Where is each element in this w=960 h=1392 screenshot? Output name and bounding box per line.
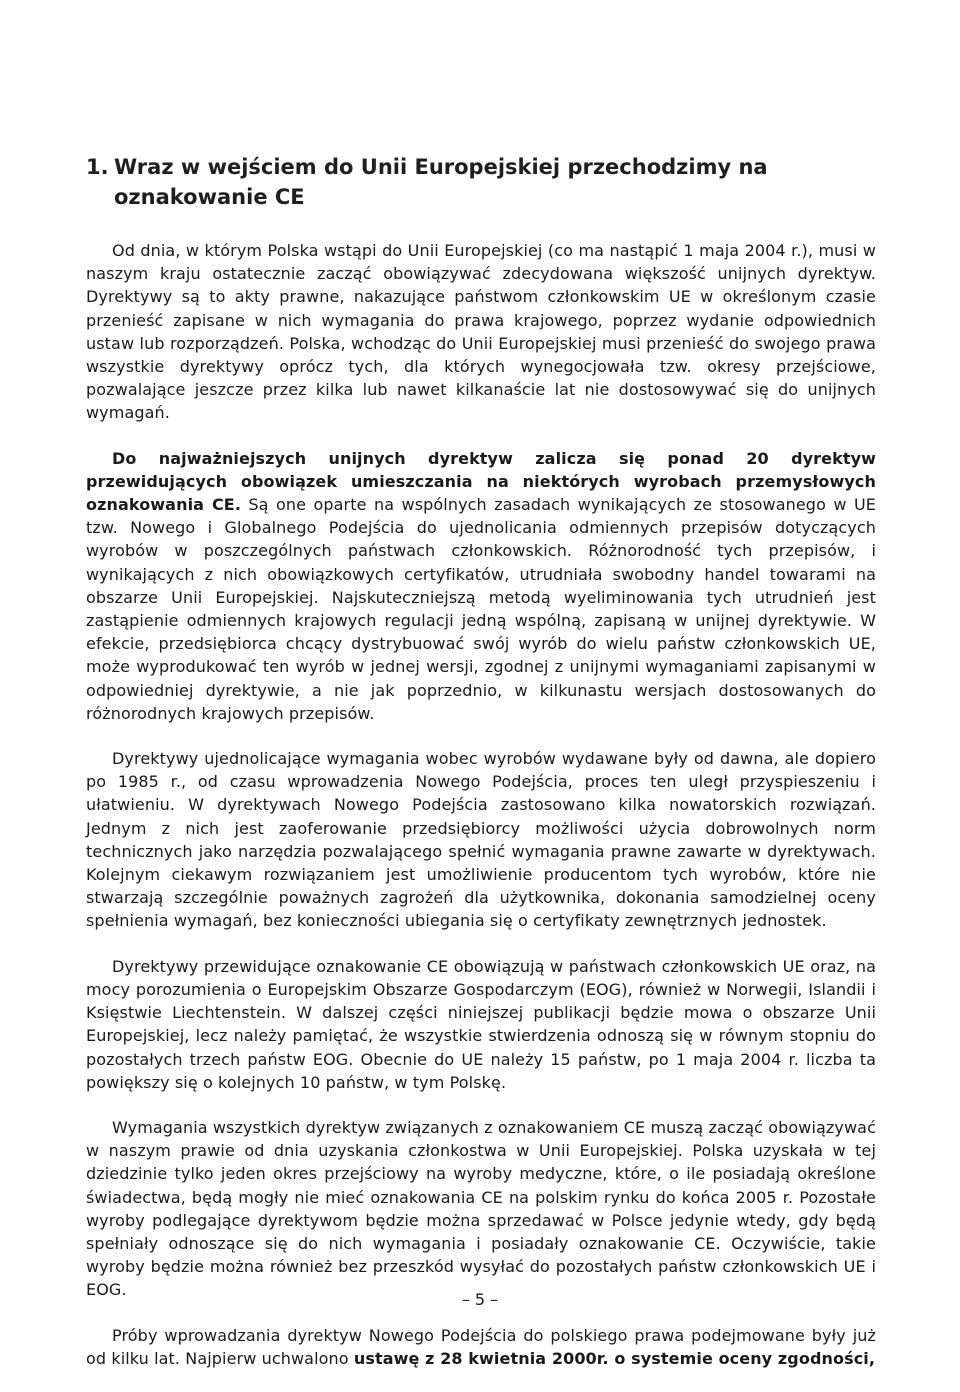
section-heading <box>86 152 846 212</box>
section-title: Wraz w wejściem do Unii Europejskiej przechodzimy na oznakowanie CE <box>114 155 768 209</box>
page-number: – 5 – <box>461 1290 499 1309</box>
text-segment: Wymagania wszystkich dyrektyw związanych z oznakowaniem CE muszą zacząć obowiązywać w naszym prawie od dnia uzyskania członkostwa w Unii Europejskiej. Polska uzyskała w tej dziedzinie tylko jeden okres przejściowy na wyroby medyczne, które, o ile posiadają określone świadectwa, będą mogły nie mieć oznakowania CE na polskim rynku do końca 2005 r. Pozostałe wyroby podlegające dyrektywom będzie można sprzedawać w Polsce jedynie wtedy, gdy będą spełniały odnoszące się do nich wymagania i posiadały oznakowanie CE. Oczywiście, takie wyroby będzie można również bez przeszkód wysyłać do pozostałych państw członkowskich UE i EOG. <box>86 1117 876 1300</box>
paragraph <box>86 447 876 725</box>
section-number: 1. <box>86 155 109 179</box>
text-segment: Są one oparte na wspólnych zasadach wynikających ze stosowanego w UE tzw. Nowego i Globalnego Podejścia do ujednolicania odmiennych przepisów dotyczących wyrobów w poszczególnych państwach członkowskich. Różnorodność tych przepisów, i wynikających z nich obowiązkowych certyfikatów, utrudniała swobodny handel towarami na obszarze Unii Europejskiej. Najskuteczniejszą metodą wyeliminowania tych utrudnień jest zastąpienie odmiennych krajowych regulacji jedną wspólną, zapisaną w unijnej dyrektywie. W efekcie, przedsiębiorca chcący dystrybuować swój wyrób do wielu państw członkowskich UE, może wyprodukować ten wyrób w jednej wersji, zgodnej z unijnymi wymaganiami zapisanymi w odpowiedniej dyrektywie, a nie jak poprzednio, w kilkunastu wersjach dostosowanych do różnorodnych krajowych przepisów. <box>86 495 876 723</box>
text-segment: Dyrektywy przewidujące oznakowanie CE obowiązują w państwach członkowskich UE oraz, na mocy porozumienia o Europejskim Obszarze Gospodarczym (EOG), również w Norwegii, Islandii i Księstwie Liechtenstein. W dalszej części niniejszej publikacji będzie mowa o obszarze Unii Europejskiej, lecz należy pamiętać, że wszystkie stwierdzenia odnoszą się w równym stopniu do pozostałych trzech państw EOG. Obecnie do UE należy 15 państw, po 1 maja 2004 r. liczba ta powiększy się o kolejnych 10 państw, w tym Polskę. <box>86 956 876 1092</box>
paragraph <box>86 747 876 933</box>
text-segment: Od dnia, w którym Polska wstąpi do Unii Europejskiej (co ma nastąpić 1 maja 2004 r.), musi w naszym kraju ostatecznie zacząć obowiązywać zdecydowana większość unijnych dyrektyw. Dyrektywy są to akty prawne, nakazujące państwom członkowskim UE w określonym czasie przenieść zapisane w nich wymagania do prawa krajowego, poprzez wydanie odpowiednich ustaw lub rozporządzeń. Polska, wchodząc do Unii Europejskiej musi przenieść do swojego prawa wszystkie dyrektywy oprócz tych, dla których wynegocjowała tzw. okresy przejściowe, pozwalające jeszcze przez kilka lub nawet kilkanaście lat nie dostosowywać się do unijnych wymagań. <box>86 241 876 423</box>
bold-text-segment: ustawę z 28 kwietnia 2000r. o systemie oceny zgodności, <box>353 1348 876 1368</box>
paragraph <box>86 1116 876 1302</box>
paragraph <box>86 239 876 425</box>
paragraph <box>86 1324 876 1370</box>
paragraph <box>86 955 876 1094</box>
body-text <box>86 239 876 1392</box>
text-segment: Próby wprowadzania dyrektyw Nowego Podejścia do polskiego prawa podejmowane były już od kilku lat. Najpierw uchwalono <box>86 1325 876 1368</box>
text-segment: Dyrektywy ujednolicające wymagania wobec wyrobów wydawane były od dawna, ale dopiero po 1985 r., od czasu wprowadzenia Nowego Podejścia, proces ten uległ przyspieszeniu i ułatwieniu. W dyrektywach Nowego Podejścia zastosowano kilka nowatorskich rozwiązań. Jednym z nich jest zaoferowanie przedsiębiorcy możliwości użycia dobrowolnych norm technicznych jako narzędzia pozwalającego spełnić wymagania prawne zawarte w dyrektywach. Kolejnym ciekawym rozwiązaniem jest umożliwienie producentom tych wyrobów, które nie stwarzają szczególnie poważnych zagrożeń dla użytkownika, dokonania samodzielnej oceny spełnienia wymagań, bez konieczności ubiegania się o certyfikaty zewnętrznych jednostek. <box>86 749 876 931</box>
bold-text-segment: Do najważniejszych unijnych dyrektyw zalicza się ponad 20 dyrektyw przewidujących obowiązek umieszczania na niektórych wyrobach przemysłowych oznakowania CE. <box>86 448 876 515</box>
